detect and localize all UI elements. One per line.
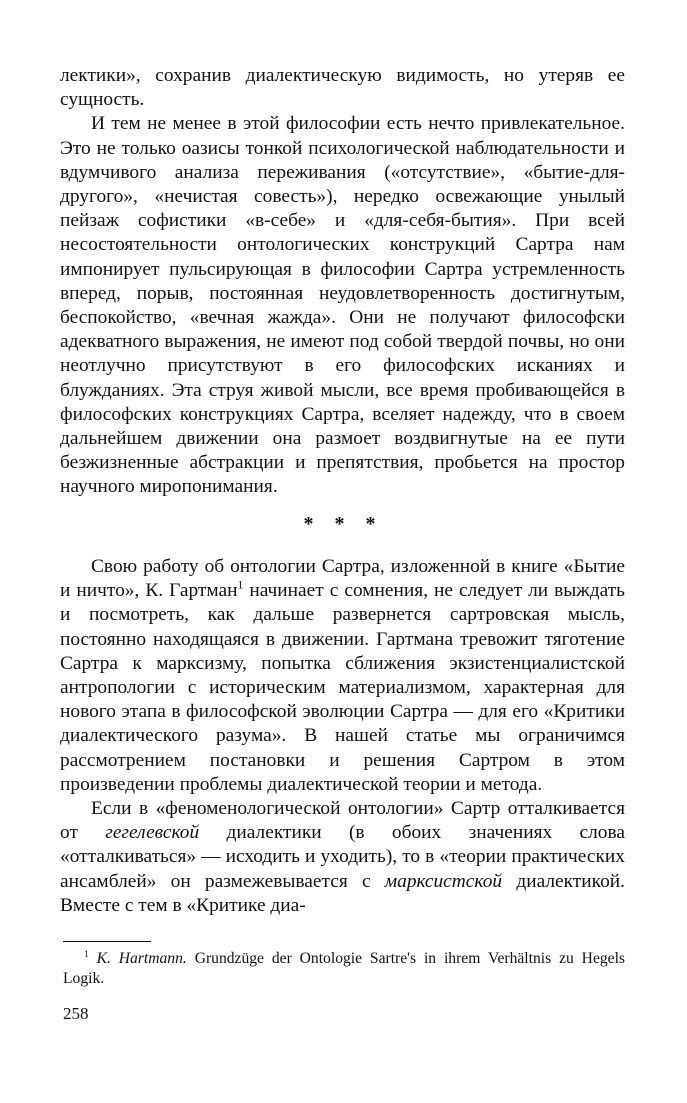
section-separator: * * * (303, 513, 384, 535)
page-number: 258 (63, 1004, 89, 1023)
paragraph-dialectics (60, 797, 625, 918)
paragraph-dialectics-text-3: диалектикой. Вместе с тем в «Критике диа- (60, 870, 625, 916)
paragraph-dialectics-text-2: диалектики (в обоих значениях слова «отталкиваться» — исходить и уходить), то в «теории практических ансамблей» он размежевывается с (60, 822, 626, 892)
paragraph-dialectics-text-1: Если в «феноменологической онтологии» Сартр отталкивается от (60, 798, 625, 844)
footnote-reference: 1 (237, 578, 244, 592)
paragraph-hartmann (60, 555, 625, 797)
emphasis-marxist: марксистской (384, 870, 503, 892)
paragraph-philosophy-appeal: И тем не менее в этой философии есть нечто привлекательное. Это не только оазисы тонкой психологической наблюдательности и вдумчивого анализа переживания («отсутствие», «бытие-для-другого», «нечистая совесть»), нередко освежающие унылый пейзаж софистики «в-себе» и «для-себя-бытия». При всей несостоятельности онтологических конструкций Сартра нам импонирует пульсирующая в философии Сартра устремленность вперед, порыв, постоянная неудовлетворенность достигнутым, беспокойство, «вечная жажда». Они не получают философски адекватного выражения, не имеют под собой твердой почвы, но они неотлучно присутствуют в его философских исканиях и блужданиях. Эта струя живой мысли, все время пробивающейся в философских конструкциях Сартра, вселяет надежду, что в своем дальнейшем движении она размоет воздвигнутые на ее пути безжизненные абстракции и препятствия, пробьется на простор научного миропонимания. (60, 113, 625, 498)
paragraph-hartmann-text-1: Свою работу об онтологии Сартра, изложенной в книге «Бытие и ничто», К. Гартман (60, 556, 625, 602)
footnote-marker: 1 (84, 949, 89, 960)
footnote-text: Grundzüge der Ontologie Sartre's in ihrem Verhältnis zu Hegels Logik. (63, 950, 625, 987)
footnote (63, 949, 625, 989)
emphasis-hegelian: гегелевской (105, 822, 200, 844)
footnote-divider (63, 941, 151, 942)
text-block-bottom (60, 555, 625, 918)
paragraph-hartmann-text-2: начинает с сомнения, не следует ли выждать и посмотреть, как дальше развернется сартровская мысль, постоянно находящаяся в движении. Гартмана тревожит тяготение Сартра к марксизму, попытка сближения экзистенциалистской антропологии с историческим материализмом, характерная для нового этапа в философской эволюции Сартра — для его «Критики диалектического разума». В нашей статье мы ограничимся рассмотрением постановки и решения Сартром в этом произведении проблемы диалектической теории и метода. (60, 580, 625, 795)
text-block-top (60, 64, 625, 500)
paragraph-continuation: лектики», сохранив диалектическую видимость, но утеряв ее сущность. (60, 65, 625, 111)
footnote-author: K. Hartmann. (96, 950, 187, 967)
